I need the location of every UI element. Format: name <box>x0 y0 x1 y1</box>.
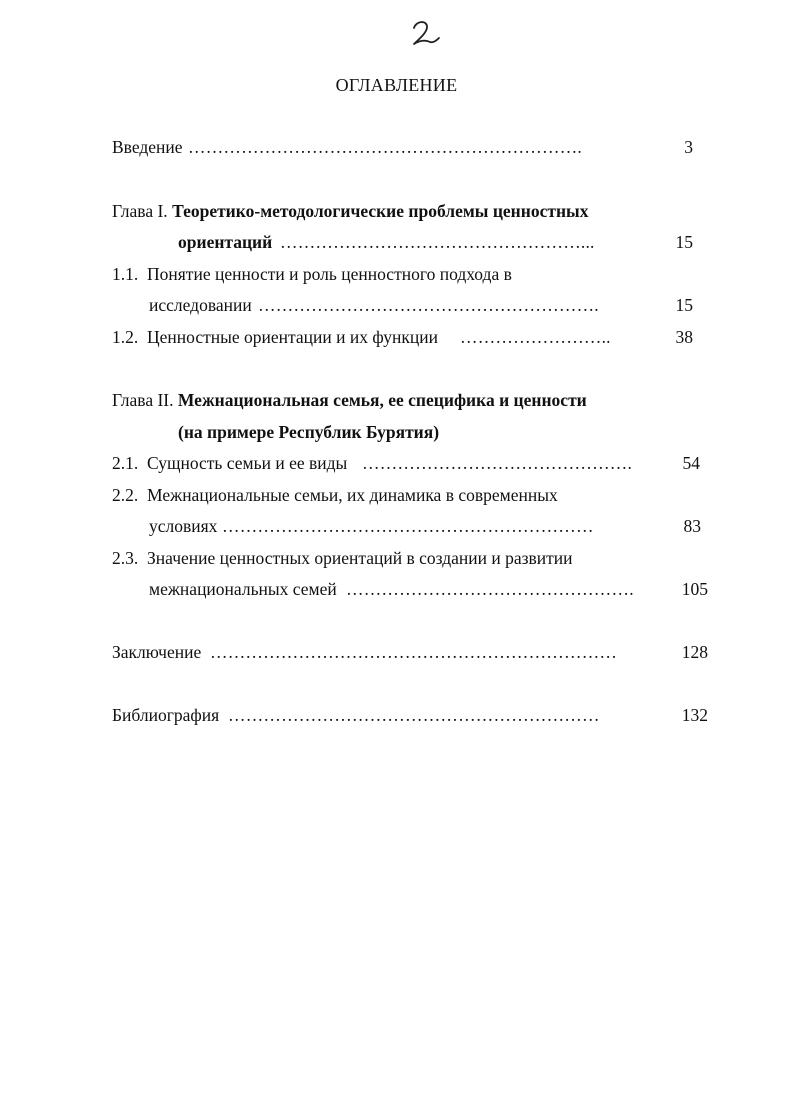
toc-page-number: 15 <box>675 295 693 315</box>
toc-label: Заключение <box>112 642 202 662</box>
section-title: Сущность семьи и ее виды <box>147 453 348 473</box>
dot-leader: ……………………………………………………… <box>228 705 600 725</box>
chapter-prefix: Глава II. <box>112 390 174 410</box>
toc-entry-bibliography[interactable] <box>112 704 219 726</box>
page-title: ОГЛАВЛЕНИЕ <box>335 75 458 95</box>
section-number: 1.2. <box>112 327 139 347</box>
toc-entry-chapter-1[interactable] <box>112 200 588 222</box>
chapter-title: Межнациональная семья, ее специфика и ценности <box>177 390 587 410</box>
section-title: Понятие ценности и роль ценностного подхода в <box>147 264 512 284</box>
section-title: Значение ценностных ориентаций в создании и развитии <box>147 548 573 568</box>
toc-label: Библиография <box>112 705 220 725</box>
toc-entry-introduction[interactable] <box>112 136 183 158</box>
section-title-continued: условиях <box>149 516 218 536</box>
toc-page-number: 3 <box>684 137 693 157</box>
toc-entry-section-2-2[interactable] <box>112 484 558 506</box>
toc-entry-chapter-2[interactable] <box>112 389 587 411</box>
section-title: Межнациональные семьи, их динамика в современных <box>147 485 558 505</box>
section-number: 2.3. <box>112 548 139 568</box>
dot-leader: ……………………………………………………… <box>222 516 594 536</box>
handwritten-page-number <box>408 18 442 48</box>
chapter-title: Теоретико-методологические проблемы ценностных <box>172 201 589 221</box>
section-title: Ценностные ориентации и их функции <box>147 327 438 347</box>
toc-page-number: 54 <box>682 453 700 473</box>
section-number: 2.2. <box>112 485 139 505</box>
chapter-title-continued: ориентаций <box>178 232 273 252</box>
dot-leader: ……………………………………………... <box>280 232 595 252</box>
toc-page-number: 105 <box>681 579 708 599</box>
toc-entry-section-2-1[interactable] <box>112 452 347 474</box>
toc-page-number: 15 <box>675 232 693 252</box>
toc-entry-conclusion[interactable] <box>112 641 201 663</box>
section-title-continued: межнациональных семей <box>149 579 337 599</box>
section-title-continued: исследовании <box>149 295 252 315</box>
dot-leader: …………………………………………………. <box>258 295 599 315</box>
dot-leader: …………………………………………………………… <box>210 642 618 662</box>
chapter-title-continued: (на примере Республик Бурятия) <box>178 422 440 442</box>
toc-label: Введение <box>112 137 183 157</box>
toc-page-number: 83 <box>683 516 701 536</box>
toc-page-number: 132 <box>681 705 708 725</box>
toc-page-number: 38 <box>675 327 693 347</box>
toc-entry-section-2-3[interactable] <box>112 547 573 569</box>
section-number: 2.1. <box>112 453 139 473</box>
toc-entry-section-1-1[interactable] <box>112 263 512 285</box>
toc-page-number: 128 <box>681 642 708 662</box>
dot-leader: ………………………………………. <box>362 453 633 473</box>
dot-leader: …………………….. <box>460 327 611 347</box>
chapter-prefix: Глава I. <box>112 201 168 221</box>
section-number: 1.1. <box>112 264 139 284</box>
dot-leader: …………………………………………. <box>346 579 634 599</box>
toc-entry-section-1-2[interactable] <box>112 326 438 348</box>
dot-leader: …………………………………………………………. <box>188 137 582 157</box>
